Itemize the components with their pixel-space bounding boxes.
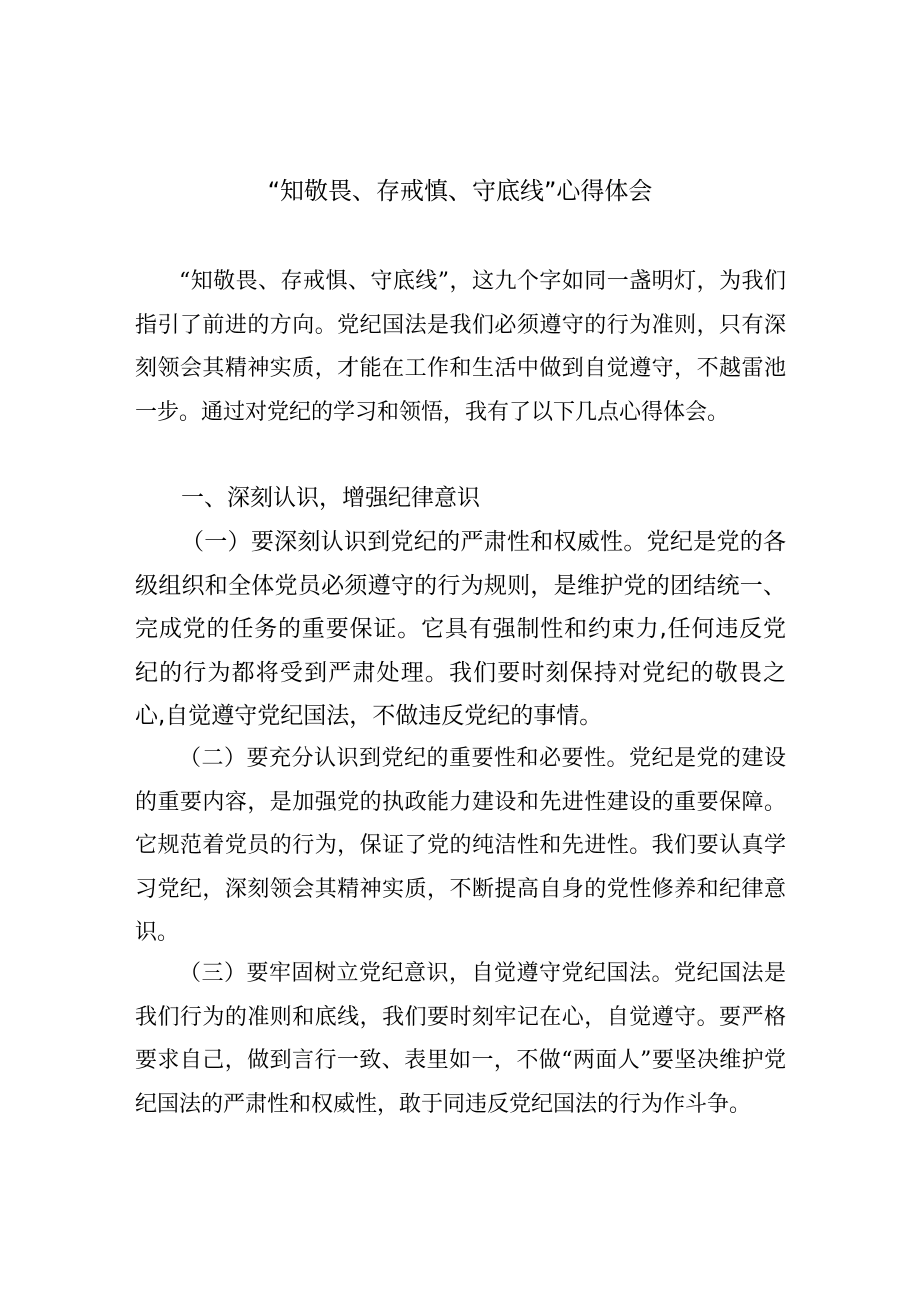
- point-two-paragraph: （二）要充分认识到党纪的重要性和必要性。党纪是党的建设的重要内容，是加强党的执政能力建设和先进性建设的重要保障。它规范着党员的行为，保证了党的纯洁性和先进性。我们要认真学习党纪，深刻领会其精神实质，不断提高自身的党性修养和纪律意识。: [135, 746, 786, 945]
- point-one-paragraph: （一）要深刻认识到党纪的严肃性和权威性。党纪是党的各级组织和全体党员必须遵守的行为规则，是维护党的团结统一、完成党的任务的重要保证。它具有强制性和约束力,任何违反党纪的行为都将受到严肃处理。我们要时刻保持对党纪的敬畏之心,自觉遵守党纪国法，不做违反党纪的事情。: [135, 529, 786, 729]
- section-heading: 一、深刻认识，增强纪律意识: [181, 485, 480, 511]
- intro-paragraph: “知敬畏、存戒惧、守底线”，这九个字如同一盏明灯，为我们指引了前进的方向。党纪国法是我们必须遵守的行为准则，只有深刻领会其精神实质，才能在工作和生活中做到自觉遵守，不越雷池一步。通过对党纪的学习和领悟，我有了以下几点心得体会。: [135, 269, 786, 425]
- point-three-paragraph: （三）要牢固树立党纪意识，自觉遵守党纪国法。党纪国法是我们行为的准则和底线，我们要时刻牢记在心，自觉遵守。要严格要求自己，做到言行一致、表里如一，不做“两面人”要坚决维护党纪国法的严肃性和权威性，敢于同违反党纪国法的行为作斗争。: [135, 961, 786, 1117]
- document-title: “知敬畏、存戒慎、守底线”心得体会: [267, 177, 653, 205]
